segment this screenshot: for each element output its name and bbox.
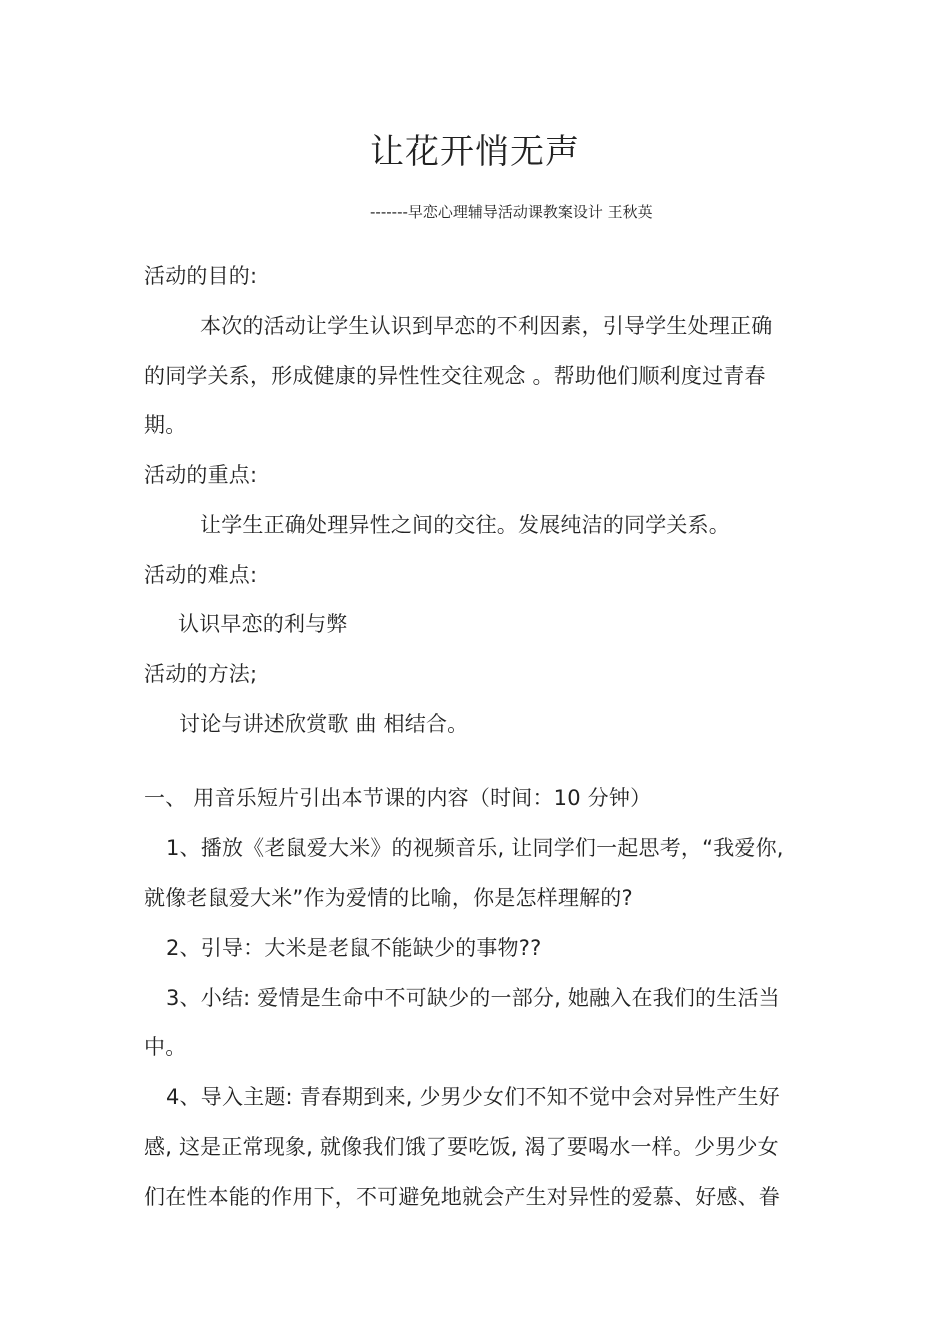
method-text: 讨论与讲述欣赏歌 曲 相结合。 [179,712,469,736]
item-4-line: 们在性本能的作用下，不可避免地就会产生对异性的爱慕、好感、眷 [144,1185,780,1209]
item-3-line: 中。 [144,1035,187,1059]
difficulty-heading: 活动的难点: [144,563,258,587]
goal-line: 期。 [144,413,187,437]
goal-line: 本次的活动让学生认识到早恋的不利因素，引导学生处理正确 [200,314,773,338]
focus-heading: 活动的重点: [144,463,258,487]
section-1-heading: 一、 用音乐短片引出本节课的内容（时间：10 分钟） [144,786,652,810]
item-2: 2、引导：大米是老鼠不能缺少的事物?? [166,936,542,960]
item-3-line: 3、小结: 爱情是生命中不可缺少的一部分, 她融入在我们的生活当 [166,986,780,1010]
goal-heading: 活动的目的: [144,264,258,288]
goal-line: 的同学关系，形成健康的异性性交往观念 。帮助他们顺利度过青春 [144,364,766,388]
item-1-line: 就像老鼠爱大米”作为爱情的比喻，你是怎样理解的? [144,886,633,910]
difficulty-text: 认识早恋的利与弊 [178,612,348,636]
item-1-line: 1、播放《老鼠爱大米》的视频音乐, 让同学们一起思考，“我爱你, [166,836,784,860]
method-heading: 活动的方法; [144,662,258,686]
focus-text: 让学生正确处理异性之间的交往。发展纯洁的同学关系。 [200,513,730,537]
item-4-line: 4、导入主题: 青春期到来, 少男少女们不知不觉中会对异性产生好 [166,1085,780,1109]
document-title: 让花开悄无声 [370,132,580,172]
document-subtitle: -------早恋心理辅导活动课教案设计 王秋英 [370,203,653,221]
item-4-line: 感, 这是正常现象, 就像我们饿了要吃饭, 渴了要喝水一样。少男少女 [144,1135,779,1159]
